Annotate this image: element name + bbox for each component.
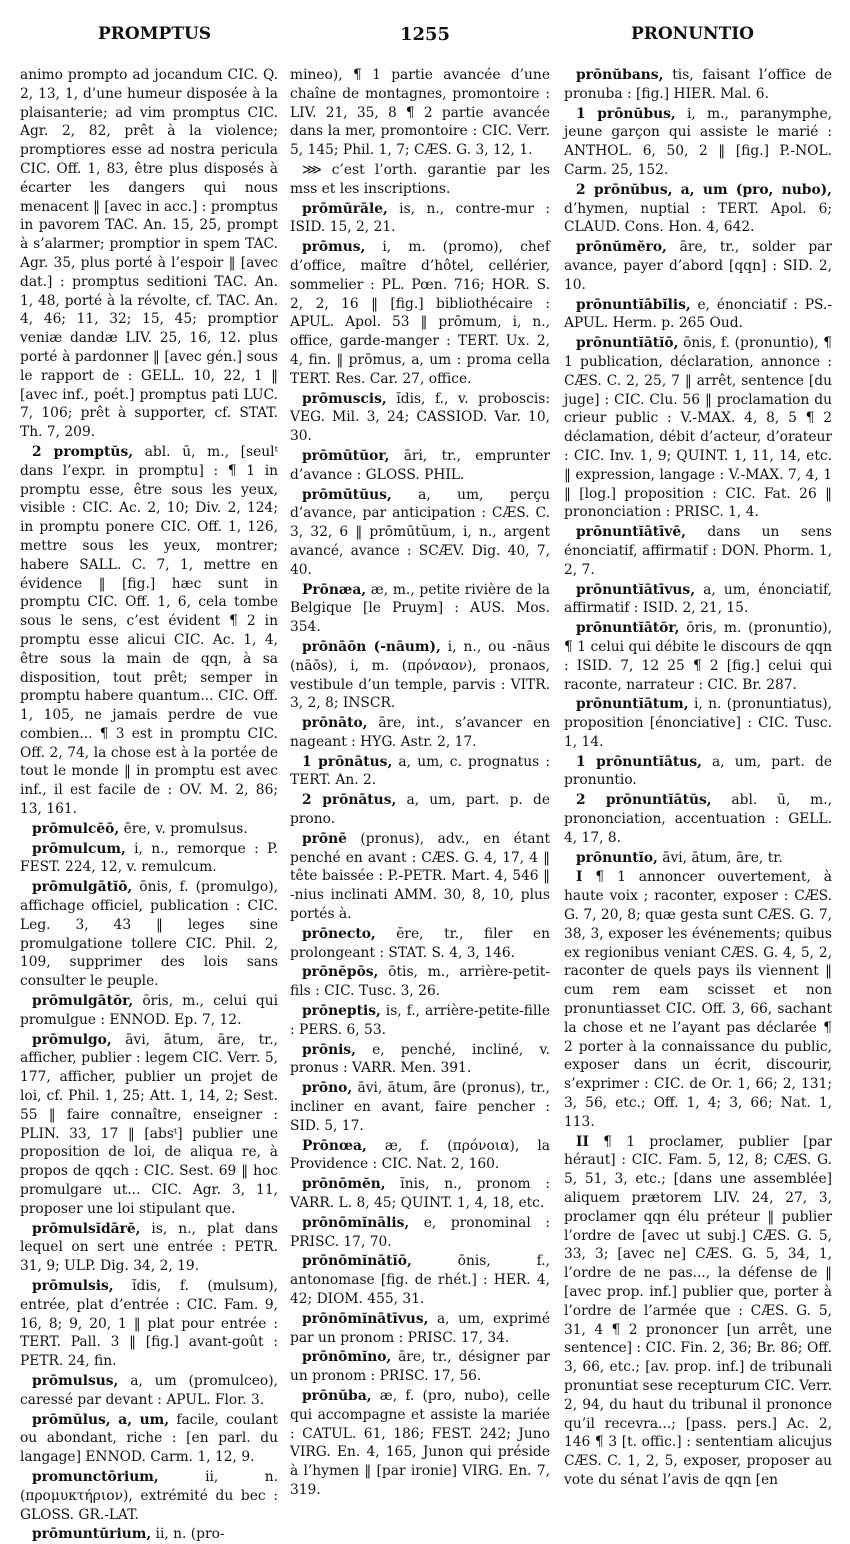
entry-definition: a, um, part. de pronuntio. bbox=[564, 753, 832, 789]
entry-headword: 2 prōnuntĭātŭs, bbox=[576, 792, 712, 809]
entry-definition: is, n., plat dans lequel on sert une entrée : PETR. 31, 9; ULP. Dig. 34, 2, 19. bbox=[20, 1220, 278, 1275]
entry-headword: Prōnœa, bbox=[302, 1137, 367, 1154]
entry-headword: 1 prōnātus, bbox=[302, 753, 393, 770]
entry-definition: ¶ 1 annoncer ouvertement, à haute voix ; raconter, exposer : CÆS. G. 7, 20, 8; quæ gesta sunt CÆS. G. 7, 38, 3, exposer les événements; quibus ex regionibus veniant CÆS. G. 4, 5, 2, raconter de quels pays ils viennent ‖ cum rem eam scisset et non pronuntiasset CIC. Off. 3, 66, sachant la chose et ne l’ayant pas déclarée ¶ 2 porter à la connaissance du public, exposer dans un écrit, discourir, s’exprimer : CIC. de Or. 1, 66; 2, 131; 3, 56, etc.; Off. 1, 4; 3, 66; Nat. 1, 113. bbox=[564, 869, 832, 1130]
page-number: 1255 bbox=[399, 24, 451, 45]
entry-definition: a, um (promulceo), caressé par devant : APUL. Flor. 3. bbox=[20, 1372, 278, 1408]
dictionary-entry bbox=[290, 1041, 550, 1079]
entry-headword: promunctōrium, bbox=[32, 1468, 159, 1485]
entry-definition: i, m., paranymphe, jeune garçon qui assiste le marié : ANTHOL. 6, 50, 2 ‖ [fig.] P.-NOL. Carm. 25, 152. bbox=[564, 105, 832, 178]
dictionary-entry bbox=[290, 791, 550, 829]
dictionary-entry bbox=[290, 161, 550, 199]
entry-definition: ¶ 1 proclamer, publier [par héraut] : CIC. Fam. 5, 12, 8; CÆS. G. 5, 51, 3, etc.; [dans une assemblée] aliquem prætorem LIV. 24, 27, 3, proclamer qqn élu préteur ‖ publier l’ordre de [avec ut subj.] CÆS. G. 5, 33, 3; [avec ne] CÆS. G. 5, 34, 1, l’ordre de ne pas..., la défense de ‖ [avec prop. inf.] publier que, porter à l’ordre de l’armée que : CÆS. G. 5, 31, 4 ¶ 2 prononcer [un arrêt, une sentence] : CIC. Fin. 2, 36; Br. 86; Off. 3, 66, etc.; [av. prop. inf.] de tribunali pronuntiat sese recepturum CIC. Verr. 2, 94, du haut du tribunal il prononce qu’il recevra...; [pass. pers.] Ac. 2, 146 ¶ 3 [t. offic.] : sententiam alicujus CÆS. C. 1, 2, 5, exposer, proposer au vote du sénat l’avis de qqn [en bbox=[564, 1133, 833, 1488]
entry-headword: prōnōmĭno, bbox=[302, 1349, 392, 1366]
dictionary-entry bbox=[290, 753, 550, 791]
entry-headword: prōnuntĭo, bbox=[576, 849, 658, 866]
entry-headword: prōmulsus, bbox=[32, 1372, 119, 1389]
entry-definition: āvi, ātum, āre, tr., afficher, publier : legem CIC. Verr. 5, 177, afficher, publier un projet de loi, cf. Phil. 1, 25; Att. 1, 14, 2; Sest. 55 ‖ faire connaître, enseigner : PLIN. 33, 17 ‖ [absᵗ] publier une proposition de loi, de aliqua re, à propos de qqch : CIC. Sest. 69 ‖ hoc promulgare ut... CIC. Agr. 3, 11, proposer une loi stipulant que. bbox=[20, 1031, 278, 1217]
dictionary-entry bbox=[20, 1468, 278, 1524]
entry-definition: a, um, énonciatif, affirmatif : ISID. 2, 21, 15. bbox=[564, 581, 832, 617]
entry-headword: prōnĕpōs, bbox=[302, 964, 379, 981]
entry-headword: prōnŭba, bbox=[302, 1387, 372, 1404]
entry-headword: II bbox=[576, 1133, 589, 1150]
entry-definition: āre, tr., désigner par un pronom : PRISC. 17, 56. bbox=[290, 1349, 550, 1385]
entry-definition: æ, f. (πρόνοια), la Providence : CIC. Nat. 2, 160. bbox=[290, 1137, 550, 1173]
entry-definition: d’hymen, nuptial : TERT. Apol. 6; CLAUD. Cons. Hon. 4, 642. bbox=[564, 200, 832, 236]
entry-headword: prōnuntĭātīvē, bbox=[576, 524, 686, 541]
dictionary-entry bbox=[564, 868, 832, 1131]
entry-definition: animo prompto ad jocandum CIC. Q. 2, 13, 1, d’une humeur disposée à la plaisanterie; ad vim promptus CIC. Agr. 2, 82, prêt à la violence; promptiores esse ad nostra pericula CIC. Off. 1, 83, être plus disposés à écarter les dangers qui nous menacent ‖ [avec in acc.] : promptus in pavorem TAC. An. 15, 25, prompt à s’alarmer; promptior in spem TAC. Agr. 35, plus porté à l’espoir ‖ [avec dat.] : promptus seditioni TAC. An. 1, 48, porté à la révolte, cf. TAC. An. 4, 46; 11, 32; 15, 45; promptior veniæ dandæ LIV. 25, 16, 12. plus porté à pardonner ‖ [avec gén.] sous le rapport de : GELL. 10, 22, 1 ‖ [avec inf., poét.] promptus pati LUC. 7, 106; prêt à supporter, cf. STAT. Th. 7, 209. bbox=[20, 67, 278, 441]
dictionary-entry bbox=[564, 695, 832, 751]
dictionary-entry bbox=[290, 390, 550, 446]
dictionary-entry bbox=[290, 1310, 550, 1348]
entry-headword: prōmūtŭus, bbox=[302, 486, 392, 503]
dictionary-entry bbox=[564, 1133, 832, 1490]
dictionary-entry bbox=[20, 820, 278, 839]
entry-headword: prōmulsis, bbox=[32, 1278, 114, 1294]
entry-headword: prōneptis, bbox=[302, 1003, 381, 1020]
entry-headword: prōnē bbox=[302, 830, 347, 847]
entry-definition: ōnis, f., antonomase [fig. de rhét.] : HER. 4, 42; DIOM. 455, 31. bbox=[290, 1253, 550, 1307]
running-header bbox=[0, 14, 850, 44]
entry-definition: æ, m., petite rivière de la Belgique [le Pruym] : AUS. Mos. 354. bbox=[290, 581, 550, 636]
entry-headword: Prōnæa, bbox=[302, 581, 367, 598]
dictionary-entry bbox=[20, 1525, 278, 1544]
dictionary-entry bbox=[290, 1348, 550, 1386]
entry-definition: a, um, perçu d’avance, par anticipation : CÆS. C. 3, 32, 6 ‖ prōmūtŭum, i, n., argent avancé, avance : SCÆV. Dig. 40, 7, 40. bbox=[290, 486, 550, 578]
entry-definition: ii, n. (προμυκτήριον), extrémité du bec : GLOSS. GR.-LAT. bbox=[20, 1468, 278, 1523]
dictionary-entry bbox=[564, 296, 832, 334]
dictionary-entry bbox=[564, 523, 832, 579]
dictionary-entry bbox=[564, 849, 832, 868]
entry-definition: ōris, m., celui qui promulgue : ENNOD. Ep. 7, 12. bbox=[20, 993, 278, 1028]
entry-definition: ĭdis, f., v. proboscis: VEG. Mil. 3, 24; CASSIOD. Var. 10, 30. bbox=[290, 390, 550, 445]
dictionary-entry bbox=[564, 238, 832, 294]
dictionary-entry bbox=[564, 581, 832, 619]
dictionary-entry bbox=[290, 581, 550, 637]
entry-headword: I bbox=[576, 869, 583, 886]
dictionary-entry bbox=[564, 753, 832, 791]
dictionary-entry bbox=[290, 830, 550, 924]
entry-headword: prōmūrāle, bbox=[302, 200, 388, 217]
dictionary-entry bbox=[20, 992, 278, 1030]
entry-definition: ii, n. (pro- bbox=[151, 1526, 225, 1543]
entry-headword: prōmŭlus, a, um, bbox=[32, 1411, 170, 1428]
entry-headword: prōno, bbox=[302, 1080, 353, 1097]
entry-headword: prōmulgātŏr, bbox=[32, 993, 134, 1010]
dictionary-entry bbox=[290, 638, 550, 713]
column-2 bbox=[290, 66, 551, 1498]
entry-headword: 1 prōnŭbus, bbox=[576, 105, 676, 122]
dictionary-entry bbox=[290, 486, 550, 580]
entry-definition: abl. ū, m., prononciation, accentuation : GELL. 4, 17, 8. bbox=[564, 792, 832, 846]
entry-definition: ⋙ c’est l’orth. garantie par les mss et les inscriptions. bbox=[290, 161, 550, 197]
dictionary-entry bbox=[20, 1411, 278, 1467]
entry-definition: ōnis, f. (promulgo), affichage officiel, publication : CIC. Leg. 3, 43 ‖ leges sine promulgatione tollere CIC. Phil. 2, 109, supprimer des lois sans consulter le peuple. bbox=[20, 879, 278, 990]
entry-headword: prōnuntĭābĭlis, bbox=[576, 296, 691, 313]
entry-definition: ōris, m. (pronuntio), ¶ 1 celui qui débite le discours de qqn : ISID. 7, 12 25 ¶ 2 [fig.] celui qui raconte, narrateur : CIC. Br. 287. bbox=[564, 620, 832, 693]
dictionary-entry bbox=[564, 619, 832, 694]
entry-definition: mineo), ¶ 1 partie avancée d’une chaîne de montagnes, promontoire : LIV. 21, 35, 8 ¶ 2 partie avancée dans la mer, promontoire : CIC. Verr. 5, 145; Phil. 1, 7; CÆS. G. 3, 12, 1. bbox=[290, 67, 550, 159]
entry-definition: abl. ū, m., [seulᵗ dans l’expr. in promptu] : ¶ 1 in promptu esse, être sous les yeux, visible : CIC. Ac. 2, 10; Div. 2, 124; in promptu ponere CIC. Off. 1, 126, mettre sous les yeux, montrer; habere SALL. C. 7, 1, mettre en évidence ‖ [fig.] hæc sunt in promptu CIC. Off. 1, 6, cela tombe sous le sens, c’est évident ¶ 2 in promptu esse alicui CIC. Ac. 1, 4, être sous la main de qqn, à sa disposition, tout prêt; semper in promptu habere quantum... CIC. Off. 1, 105, ne jamais perdre de vue combien... ¶ 3 est in promptu CIC. Off. 2, 74, la chose est à la portée de tout le monde ‖ in promptu est avec inf., il est facile de : OV. M. 2, 86; 13, 161. bbox=[20, 443, 278, 818]
entry-headword: 2 prōnātus, bbox=[302, 792, 397, 809]
entry-definition: āre, tr., solder par avance, payer d’abord [qqn] : SID. 2, 10. bbox=[564, 239, 832, 293]
entry-headword: prōnuntĭātum, bbox=[576, 696, 689, 713]
dictionary-entry bbox=[20, 443, 278, 819]
entry-definition: æ, f. (pro, nubo), celle qui accompagne et assiste la mariée : CATUL. 61, 186; FEST. 242; Juno VIRG. En. 4, 165, Junon qui préside à l’hymen ‖ [par ironie] VIRG. En. 7, 319. bbox=[290, 1387, 550, 1498]
entry-definition: a, um, c. prognatus : TERT. An. 2. bbox=[290, 753, 550, 789]
entry-headword: prōmūtŭor, bbox=[302, 447, 390, 464]
dictionary-entry bbox=[290, 714, 550, 752]
dictionary-entry bbox=[20, 1220, 278, 1276]
dictionary-entry bbox=[290, 1214, 550, 1252]
dictionary-entry bbox=[290, 1387, 550, 1500]
dictionary-entry bbox=[20, 1277, 278, 1371]
entry-definition: āre, int., s’avancer en nageant : HYG. Astr. 2, 17. bbox=[290, 715, 550, 750]
dictionary-entry bbox=[290, 1252, 550, 1308]
dictionary-entry bbox=[564, 334, 832, 522]
dictionary-entry bbox=[290, 238, 550, 388]
entry-headword: prōnuntĭātīvus, bbox=[576, 581, 695, 598]
entry-definition: tis, faisant l’office de pronuba : [fig.] HIER. Mal. 6. bbox=[564, 67, 832, 102]
entry-headword: prōnŭmĕro, bbox=[576, 239, 667, 256]
entry-headword: prōmulgātĭō, bbox=[32, 879, 133, 896]
dictionary-entry bbox=[290, 1137, 550, 1175]
dictionary-entry bbox=[20, 1372, 278, 1410]
entry-definition: is, f., arrière-petite-fille : PERS. 6, 53. bbox=[290, 1003, 550, 1038]
entry-headword: prōmulsĭdārĕ, bbox=[32, 1220, 141, 1237]
dictionary-entry bbox=[20, 1031, 278, 1219]
dictionary-entry bbox=[290, 1002, 550, 1040]
dictionary-entry bbox=[290, 200, 550, 238]
entry-headword: prōnāōn (-nāum), bbox=[302, 638, 441, 655]
entry-headword: prōnŭbans, bbox=[576, 67, 664, 83]
entry-headword: 2 prōnŭbus, a, um (pro, nubo), bbox=[576, 181, 832, 198]
entry-definition: ĕre, tr., filer en prolongeant : STAT. S. 4, 3, 146. bbox=[290, 925, 550, 961]
dictionary-entry bbox=[290, 66, 550, 160]
dictionary-entry bbox=[290, 1175, 550, 1213]
entry-definition: a, um, part. p. de prono. bbox=[290, 792, 550, 828]
dictionary-entry bbox=[564, 791, 832, 847]
entry-headword: prōnis, bbox=[302, 1041, 356, 1058]
dictionary-entry bbox=[290, 1079, 550, 1135]
entry-headword: prōnōmĭnātīvus, bbox=[302, 1310, 429, 1327]
entry-definition: āri, tr., emprunter d’avance : GLOSS. PHIL. bbox=[290, 447, 550, 483]
entry-definition: ōtis, m., arrière-petit-fils : CIC. Tusc. 3, 26. bbox=[290, 964, 550, 1000]
entry-definition: i, n. (pronuntiatus), proposition [énonciative] : CIC. Tusc. 1, 14. bbox=[564, 696, 832, 750]
entry-definition: facile, coulant ou abondant, riche : [en parl. du langage] ENNOD. Carm. 1, 12, 9. bbox=[20, 1411, 278, 1466]
dictionary-entry bbox=[20, 840, 278, 878]
dictionary-entry bbox=[290, 963, 550, 1001]
entry-definition: i, n., remorque : P. FEST. 224, 12, v. remulcum. bbox=[20, 840, 278, 876]
dictionary-entry bbox=[290, 925, 550, 963]
entry-headword: prōnōmĭnātĭō, bbox=[302, 1253, 412, 1270]
entry-definition: i, n., ou -nāus (nāōs), i, m. (πρόναον), pronaos, vestibule d’un temple, parvis : VITR. 3, 2, 8; INSCR. bbox=[290, 638, 551, 712]
column-3 bbox=[564, 66, 833, 1488]
entry-headword: prōnecto, bbox=[302, 925, 376, 942]
entry-definition: a, um, exprimé par un pronom : PRISC. 17, 34. bbox=[290, 1310, 550, 1346]
text-columns bbox=[20, 66, 833, 1543]
entry-definition: ōnis, f. (pronuntio), ¶ 1 publication, déclaration, annonce : CÆS. C. 2, 25, 7 ‖ arrêt, sentence [du juge] : CIC. Clu. 56 ‖ proclamation du crieur public : V.-MAX. 4, 8, 5 ¶ 2 déclamation, débit d’acteur, d’orateur : CIC. Inv. 1, 9; QUINT. 1, 11, 14, etc. ‖ expression, langage : V.-MAX. 7, 4, 1 ‖ [log.] proposition : CIC. Fat. 26 ‖ prononciation : PRISC. 1, 4. bbox=[564, 335, 832, 521]
entry-headword: prōnōmĭnālis, bbox=[302, 1214, 410, 1231]
entry-definition: āvi, ātum, āre, tr. bbox=[657, 849, 783, 866]
entry-headword: 2 promptŭs, bbox=[32, 443, 134, 460]
dictionary-entry bbox=[564, 66, 832, 104]
entry-definition: ēre, v. promulsus. bbox=[119, 820, 248, 837]
dictionary-entry bbox=[20, 66, 278, 442]
entry-headword: prōmulgo, bbox=[32, 1031, 112, 1048]
entry-headword: prōnōmĕn, bbox=[302, 1176, 386, 1193]
dictionary-entry bbox=[564, 105, 832, 180]
column-1 bbox=[20, 66, 278, 1543]
header-right-guide-word: PRONUNTIO bbox=[630, 24, 754, 44]
entry-headword: prōnāto, bbox=[302, 715, 368, 732]
dictionary-entry bbox=[290, 447, 550, 485]
entry-headword: prōmulcĕō, bbox=[32, 820, 120, 837]
entry-headword: prōnuntĭātĭō, bbox=[576, 335, 679, 352]
entry-headword: prōmuntŭrium, bbox=[32, 1526, 152, 1543]
entry-definition: ĭdis, f. (mulsum), entrée, plat d’entrée : CIC. Fam. 9, 16, 8; 9, 20, 1 ‖ plat pour entrée : TERT. Pall. 3 ‖ [fig.] avant-goût : PETR. 24, fin. bbox=[20, 1278, 278, 1370]
entry-definition: āvi, ātum, āre (pronus), tr., incliner en avant, faire pencher : SID. 5, 17. bbox=[290, 1080, 550, 1134]
entry-definition: dans un sens énonciatif, affirmatif : DON. Phorm. 1, 2, 7. bbox=[564, 524, 832, 578]
entry-definition: (pronus), adv., en étant penché en avant : CÆS. G. 4, 17, 4 ‖ tête baissée : P.-PETR. Mart. 4, 546 ‖ -nius inclinati AMM. 30, 8, 10, plus portés à. bbox=[290, 830, 550, 923]
entry-definition: e, penché, incliné, v. pronus : VARR. Men. 391. bbox=[290, 1041, 550, 1077]
dictionary-entry bbox=[564, 181, 832, 237]
entry-definition: i, m. (promo), chef d’office, maître d’hôtel, cellérier, sommelier : PL. Pœn. 716; HOR. S. 2, 2, 16 ‖ [fig.] bibliothécaire : APUL. Apol. 53 ‖ prōmum, i, n., office, garde-manger : TERT. Ux. 2, 4, fin. ‖ prōmus, a, um : proma cella TERT. Res. Car. 27, office. bbox=[290, 239, 550, 387]
entry-definition: ĭnis, n., pronom : VARR. L. 8, 45; QUINT. 1, 4, 18, etc. bbox=[290, 1176, 550, 1212]
entry-headword: prōmus, bbox=[302, 239, 366, 256]
entry-headword: prōmuscis, bbox=[302, 390, 387, 407]
entry-definition: is, n., contre-mur : ISID. 15, 2, 21. bbox=[290, 200, 550, 236]
entry-headword: 1 prōnuntĭātus, bbox=[576, 753, 702, 770]
entry-headword: prōmulcum, bbox=[32, 840, 126, 857]
entry-definition: e, pronominal : PRISC. 17, 70. bbox=[290, 1214, 550, 1250]
header-left-guide-word: PROMPTUS bbox=[98, 24, 212, 44]
dictionary-entry bbox=[20, 878, 278, 991]
entry-headword: prōnuntĭātŏr, bbox=[576, 620, 680, 637]
entry-definition: e, énonciatif : PS.-APUL. Herm. p. 265 Oud. bbox=[564, 296, 832, 332]
